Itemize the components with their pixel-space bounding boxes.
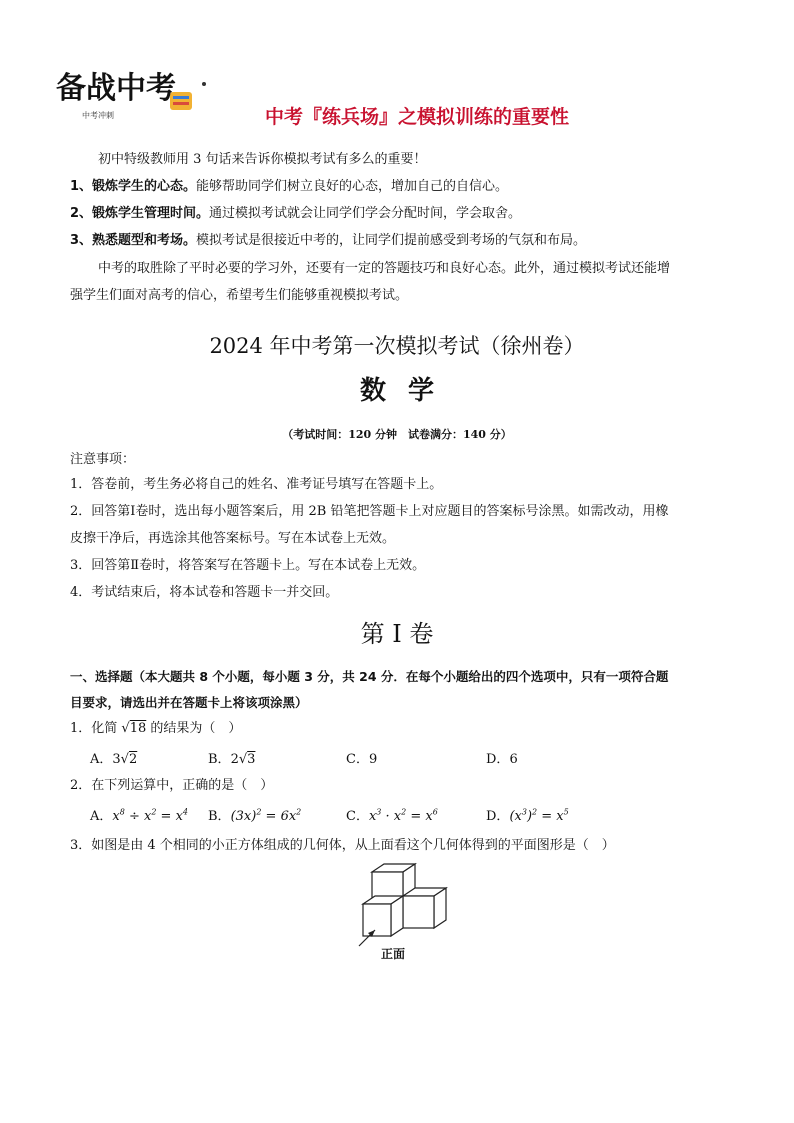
q3-figure <box>355 860 455 964</box>
section-intro-2: 目要求，请选出并在答题卡上将该项涂黑） <box>70 695 308 710</box>
option-label: A． <box>90 752 113 767</box>
q2-d-expr: $(x^3)^2 = x^5$ <box>509 807 569 824</box>
q1-options <box>90 748 730 768</box>
notes-item-1: 1．答卷前，考生务必将自己的姓名、准考证号填写在答题卡上。 <box>70 477 443 492</box>
q2-options <box>90 805 730 827</box>
option-label: B． <box>208 752 231 767</box>
notes-heading: 注意事项： <box>70 452 136 467</box>
q3-stem: 3．如图是由 4 个相同的小正方体组成的几何体，从上面看这个几何体得到的平面图形是（ ） <box>70 838 615 853</box>
point-text: 通过模拟考试就会让同学们学会分配时间，学会取舍。 <box>209 206 522 221</box>
option-label: C． <box>346 809 369 824</box>
q1-option-c <box>346 748 377 767</box>
notes-item-3: 3．回答第Ⅱ卷时，将答案写在答题卡上。写在本试卷上无效。 <box>70 558 426 573</box>
point-title: 1、锻炼学生的心态。 <box>70 179 197 194</box>
q2-a-expr: $x^8 \div x^2 = x^4$ <box>112 807 189 824</box>
notes-item-4: 4．考试结束后，将本试卷和答题卡一并交回。 <box>70 585 339 600</box>
point-text: 能够帮助同学们树立良好的心态，增加自己的自信心。 <box>196 179 509 194</box>
option-label: C． <box>346 752 369 767</box>
point-title: 2、锻炼学生管理时间。 <box>70 206 210 221</box>
q1-stem-pre: 1．化简 <box>70 721 118 736</box>
q1-stem <box>70 720 730 738</box>
option-label: A． <box>90 809 113 824</box>
q2-option-b <box>208 805 301 824</box>
radical-icon: √ <box>121 721 130 736</box>
logo-text: 备战中考 <box>56 71 176 106</box>
option-label: B． <box>208 809 231 824</box>
logo-subtext: 中考冲刺 <box>82 111 114 120</box>
intro-point-2 <box>70 205 730 223</box>
q1-option-b <box>208 748 255 767</box>
q2-stem: 2．在下列运算中，正确的是（ ） <box>70 778 274 793</box>
intro-point-1 <box>70 178 730 196</box>
radical-icon: √ <box>120 752 129 767</box>
exam-subject: 数学 <box>359 376 456 406</box>
section-title: 第 I 卷 <box>360 620 434 648</box>
q1-stem-post: 的结果为（ ） <box>150 721 242 736</box>
q2-option-c <box>346 805 438 824</box>
q2-option-d <box>486 805 569 824</box>
option-label: D． <box>486 809 510 824</box>
option-label: D． <box>486 752 510 767</box>
banner-title: 中考『练兵场』之模拟训练的重要性 <box>264 106 569 128</box>
q2-c-expr: $x^3 \cdot x^2 = x^6$ <box>368 807 438 824</box>
option-coef: 2 <box>230 752 239 767</box>
q1-option-a <box>90 748 137 767</box>
option-value: 6 <box>509 752 518 767</box>
notes-item-2b: 皮擦干净后，再选涂其他答案标号。写在本试卷上无效。 <box>70 531 396 546</box>
notes-item-2a: 2．回答第Ⅰ卷时，选出每小题答案后，用 2B 铅笔把答题卡上对应题目的答案标号涂黑。如需改动，用橡 <box>70 504 669 519</box>
exam-meta: （考试时间：120 分钟 试卷满分：140 分） <box>282 428 512 441</box>
option-radicand: 2 <box>128 752 138 767</box>
q1-option-d <box>486 748 518 767</box>
intro-closing-2: 强学生们面对高考的信心，希望考生们能够重视模拟考试。 <box>70 288 409 303</box>
section-intro-1: 一、选择题（本大题共 8 个小题，每小题 3 分，共 24 分．在每个小题给出的四个选项中，只有一项符合题 <box>70 669 669 684</box>
intro-point-3 <box>70 232 730 250</box>
option-coef: 3 <box>112 752 121 767</box>
q2-option-a <box>90 805 188 824</box>
point-text: 模拟考试是很接近中考的，让同学们提前感受到考场的气氛和布局。 <box>196 233 587 248</box>
q2-b-expr: $(3x)^2 = 6x^2$ <box>230 807 302 824</box>
radical-icon: √ <box>238 752 248 767</box>
intro-closing-1: 中考的取胜除了平时必要的学习外，还要有一定的答题技巧和良好心态。此外，通过模拟考试还能增 <box>98 261 671 276</box>
intro-lead: 初中特级教师用 3 句话来告诉你模拟考试有多么的重要！ <box>98 152 427 167</box>
q1-radicand: 18 <box>129 721 147 736</box>
option-value: 9 <box>368 752 378 767</box>
exam-title: 2024 年中考第一次模拟考试（徐州卷） <box>209 334 585 358</box>
option-radicand: 3 <box>247 752 256 767</box>
point-title: 3、熟悉题型和考场。 <box>70 233 197 248</box>
figure-label: 正面 <box>381 947 406 961</box>
